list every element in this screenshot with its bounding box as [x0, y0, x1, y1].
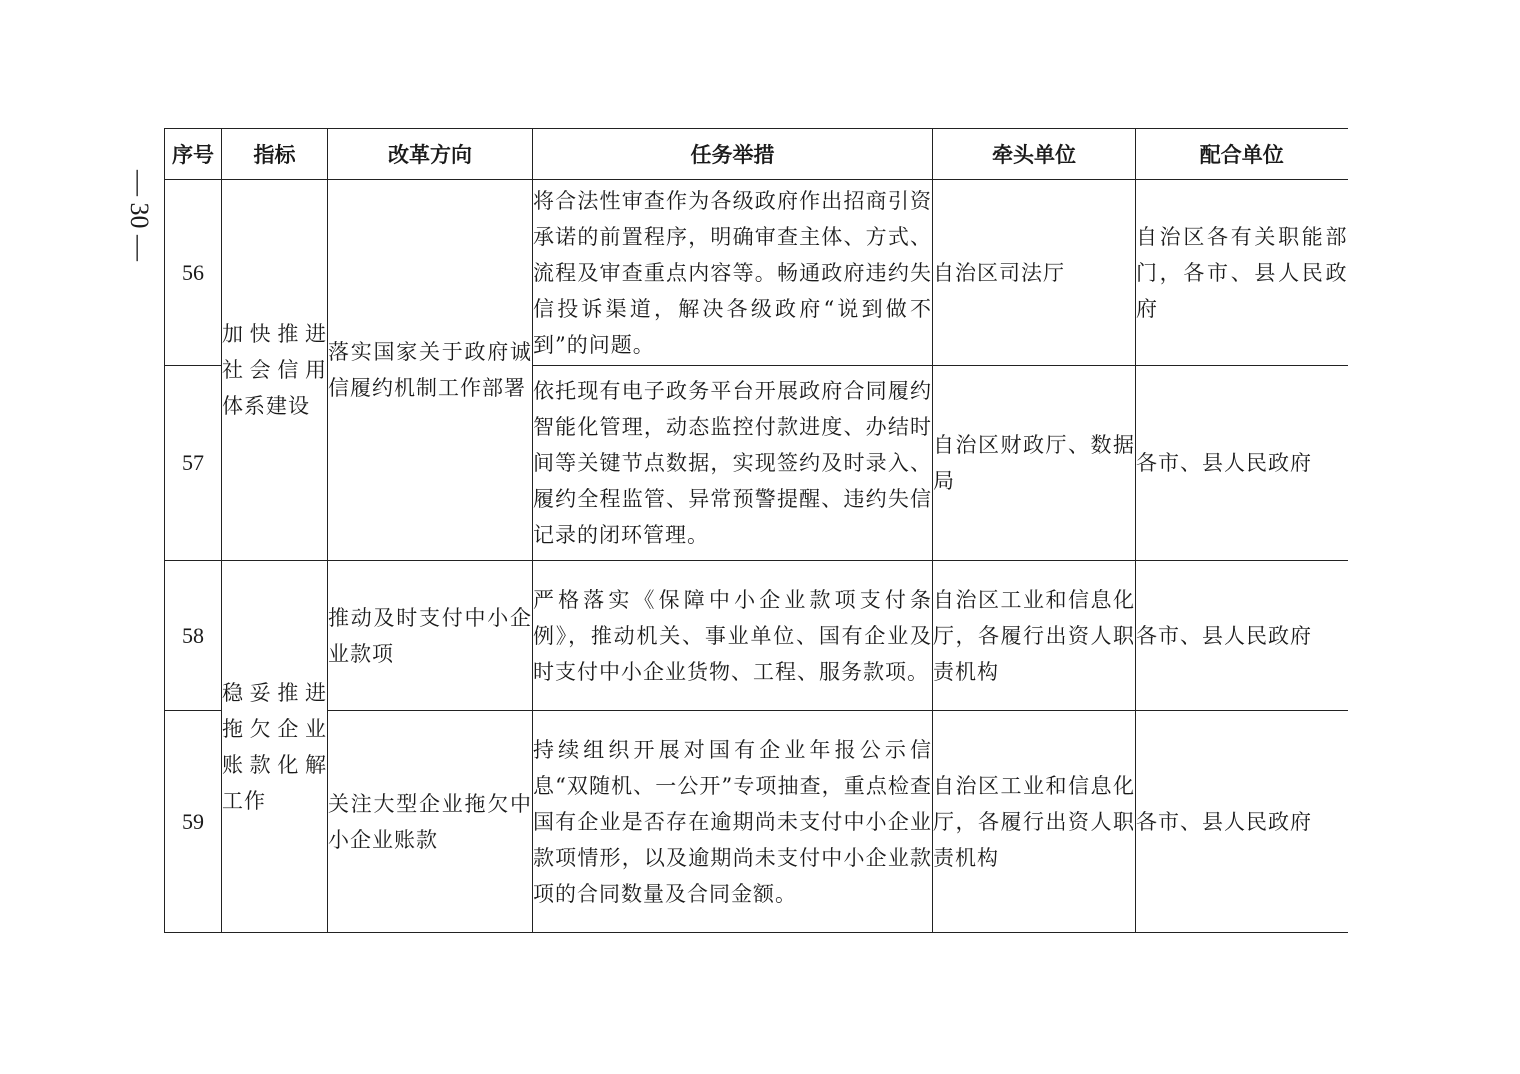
header-indicator: 指标 [222, 129, 328, 180]
table-row [165, 180, 1348, 366]
header-direction: 改革方向 [328, 129, 533, 180]
support-unit-cell: 各市、县人民政府 [1136, 561, 1348, 711]
task-cell: 持续组织开展对国有企业年报公示信息“双随机、一公开”专项抽查，重点检查国有企业是否存在逾期尚未支付中小企业款项情形，以及逾期尚未支付中小企业款项的合同数量及合同金额。 [533, 711, 933, 933]
lead-unit-cell: 自治区司法厅 [933, 180, 1136, 366]
row-number: 59 [165, 711, 222, 933]
header-lead-unit: 牵头单位 [933, 129, 1136, 180]
task-cell: 依托现有电子政务平台开展政府合同履约智能化管理，动态监控付款进度、办结时间等关键节点数据，实现签约及时录入、履约全程监管、异常预警提醒、违约失信记录的闭环管理。 [533, 366, 933, 561]
row-number: 57 [165, 366, 222, 561]
direction-cell: 落实国家关于政府诚信履约机制工作部署 [328, 180, 533, 561]
task-cell: 将合法性审查作为各级政府作出招商引资承诺的前置程序，明确审查主体、方式、流程及审查重点内容等。畅通政府违约失信投诉渠道，解决各级政府“说到做不到”的问题。 [533, 180, 933, 366]
header-task: 任务举措 [533, 129, 933, 180]
row-number: 58 [165, 561, 222, 711]
support-unit-cell: 各市、县人民政府 [1136, 711, 1348, 933]
direction-cell: 推动及时支付中小企业款项 [328, 561, 533, 711]
table-header-row [165, 129, 1348, 180]
task-cell: 严格落实《保障中小企业款项支付条例》，推动机关、事业单位、国有企业及时支付中小企业货物、工程、服务款项。 [533, 561, 933, 711]
reform-task-table [164, 128, 1348, 933]
indicator-cell: 加快推进社会信用体系建设 [222, 180, 328, 561]
lead-unit-cell: 自治区工业和信息化厅，各履行出资人职责机构 [933, 711, 1136, 933]
page-number: — 30 — [125, 170, 154, 261]
table-row [165, 561, 1348, 711]
support-unit-cell: 自治区各有关职能部门，各市、县人民政府 [1136, 180, 1348, 366]
row-number: 56 [165, 180, 222, 366]
direction-cell: 关注大型企业拖欠中小企业账款 [328, 711, 533, 933]
lead-unit-cell: 自治区工业和信息化厅，各履行出资人职责机构 [933, 561, 1136, 711]
indicator-cell: 稳妥推进拖欠企业账款化解工作 [222, 561, 328, 933]
support-unit-cell: 各市、县人民政府 [1136, 366, 1348, 561]
header-support-unit: 配合单位 [1136, 129, 1348, 180]
lead-unit-cell: 自治区财政厅、数据局 [933, 366, 1136, 561]
header-seq: 序号 [165, 129, 222, 180]
table-row [165, 711, 1348, 933]
